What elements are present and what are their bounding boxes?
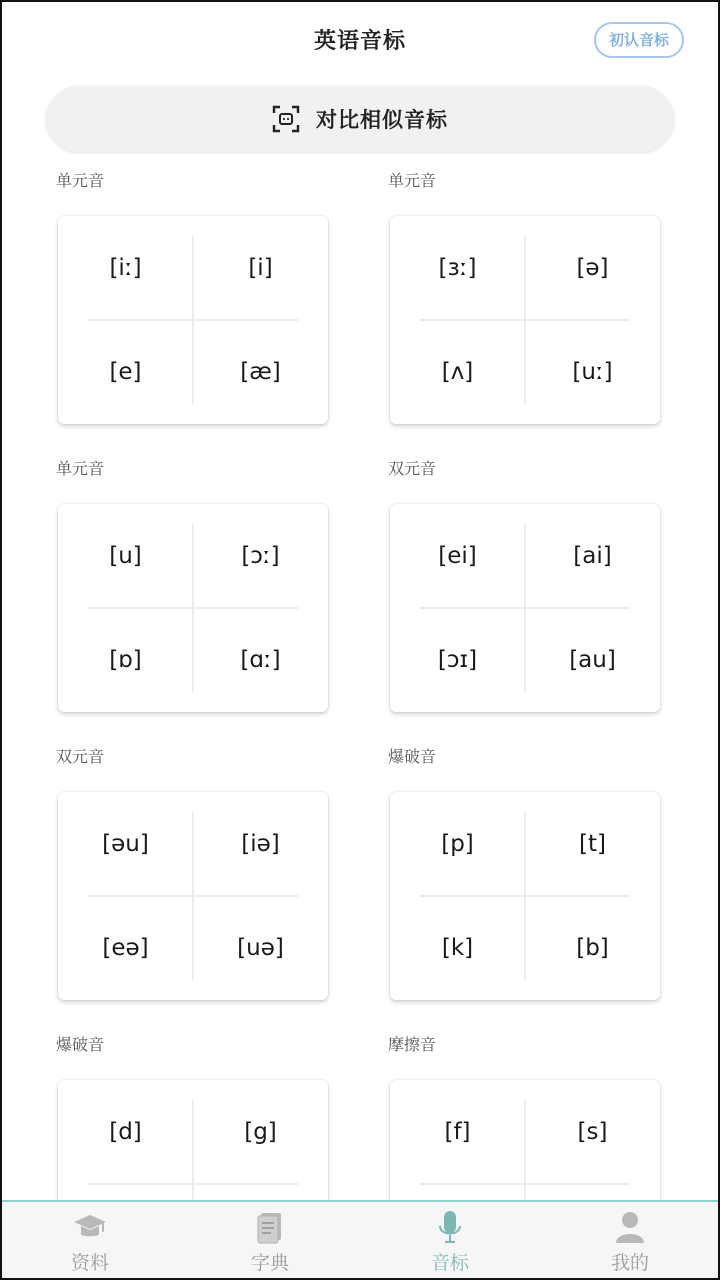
compare-label: 对比相似音标 (316, 108, 448, 132)
phonetic-symbol-cell[interactable]: [au] (569, 647, 616, 673)
tab-profile[interactable] (540, 1202, 720, 1280)
phonetic-symbol-cell[interactable]: [æ] (240, 359, 281, 385)
phonetic-symbol-cell[interactable]: [əu] (102, 831, 149, 857)
phonetic-symbol-cell[interactable]: [ei] (438, 543, 477, 569)
phonetic-symbol-cell[interactable]: [t] (579, 831, 606, 857)
phonetic-group (388, 1032, 662, 1200)
phonetic-symbol-cell[interactable]: [f] (444, 1119, 471, 1145)
tab-dictionary[interactable] (180, 1202, 360, 1280)
scan-compare-icon (272, 105, 300, 133)
phonetic-card (390, 1080, 660, 1200)
phonetic-group (56, 1032, 330, 1200)
phonetic-symbol-cell[interactable]: [s] (577, 1119, 608, 1145)
group-title: 单元音 (388, 171, 437, 190)
header (0, 0, 720, 84)
tab-materials[interactable] (0, 1202, 180, 1280)
phonetic-symbol-cell[interactable]: [ɜː] (438, 255, 477, 281)
phonetic-symbol-cell[interactable]: [u] (109, 543, 142, 569)
phonetic-group (56, 168, 330, 428)
phonetic-group (56, 744, 330, 1004)
phonetic-group (388, 456, 662, 716)
phonetic-symbol-cell[interactable] (193, 1184, 328, 1200)
tab-label: 资料 (70, 1252, 109, 1274)
tab-label: 音标 (430, 1252, 469, 1274)
phonetic-symbol-cell[interactable]: [d] (109, 1119, 142, 1145)
intro-phonetics-button[interactable]: 初认音标 (594, 22, 684, 58)
phonetic-group (56, 456, 330, 716)
phonetic-symbol-cell[interactable]: [p] (441, 831, 474, 857)
group-title: 单元音 (56, 171, 105, 190)
page-title: 英语音标 (313, 29, 406, 54)
phonetic-symbol-cell[interactable] (525, 1184, 660, 1200)
phonetic-symbol-cell[interactable]: [i] (248, 255, 273, 281)
phonetic-symbol-cell[interactable]: [uː] (572, 359, 613, 385)
phonetic-symbol-cell[interactable]: [ɑː] (240, 647, 281, 673)
phonetic-symbol-cell[interactable]: [uə] (237, 935, 284, 961)
group-title: 爆破音 (56, 1035, 105, 1054)
phonetic-card (58, 504, 328, 712)
tab-phonetics[interactable] (360, 1202, 540, 1280)
group-title: 爆破音 (388, 747, 437, 766)
phonetic-symbol-cell[interactable]: [ɔɪ] (437, 647, 478, 673)
phonetic-symbol-cell[interactable]: [e] (109, 359, 142, 385)
tab-label: 我的 (610, 1252, 649, 1274)
group-title: 双元音 (56, 747, 105, 766)
phonetic-symbol-cell[interactable]: [b] (576, 935, 609, 961)
phonetic-group (388, 168, 662, 428)
phonetic-symbol-cell[interactable] (390, 1184, 525, 1200)
phonetic-card (58, 216, 328, 424)
bottom-tab-bar (0, 1200, 720, 1280)
group-title: 单元音 (56, 459, 105, 478)
microphone-icon (432, 1210, 468, 1244)
graduation-cap-icon (72, 1210, 108, 1244)
phonetic-symbol-cell[interactable]: [ɔː] (241, 543, 280, 569)
phonetic-card (390, 216, 660, 424)
phonetic-card (58, 792, 328, 1000)
phonetic-card (390, 792, 660, 1000)
phonetic-symbol-cell[interactable]: [iə] (241, 831, 280, 857)
phonetic-symbol-cell[interactable]: [eə] (102, 935, 149, 961)
phonetic-groups-list[interactable] (0, 168, 720, 1200)
phonetic-card (390, 504, 660, 712)
phonetic-card (58, 1080, 328, 1200)
phonetic-group (388, 744, 662, 1004)
phonetic-symbol-cell[interactable] (58, 1184, 193, 1200)
book-icon (252, 1210, 288, 1244)
phonetic-symbol-cell[interactable]: [k] (441, 935, 474, 961)
user-icon (612, 1210, 648, 1244)
group-title: 摩擦音 (388, 1035, 437, 1054)
phonetic-symbol-cell[interactable]: [iː] (109, 255, 142, 281)
phonetic-symbol-cell[interactable]: [g] (244, 1119, 277, 1145)
tab-label: 字典 (250, 1252, 289, 1274)
group-title: 双元音 (388, 459, 437, 478)
phonetic-symbol-cell[interactable]: [ai] (573, 543, 612, 569)
phonetic-symbol-cell[interactable]: [ɒ] (109, 647, 142, 673)
phonetic-symbol-cell[interactable]: [ʌ] (441, 359, 474, 385)
compare-similar-button[interactable] (46, 86, 674, 152)
phonetic-symbol-cell[interactable]: [ə] (576, 255, 609, 281)
